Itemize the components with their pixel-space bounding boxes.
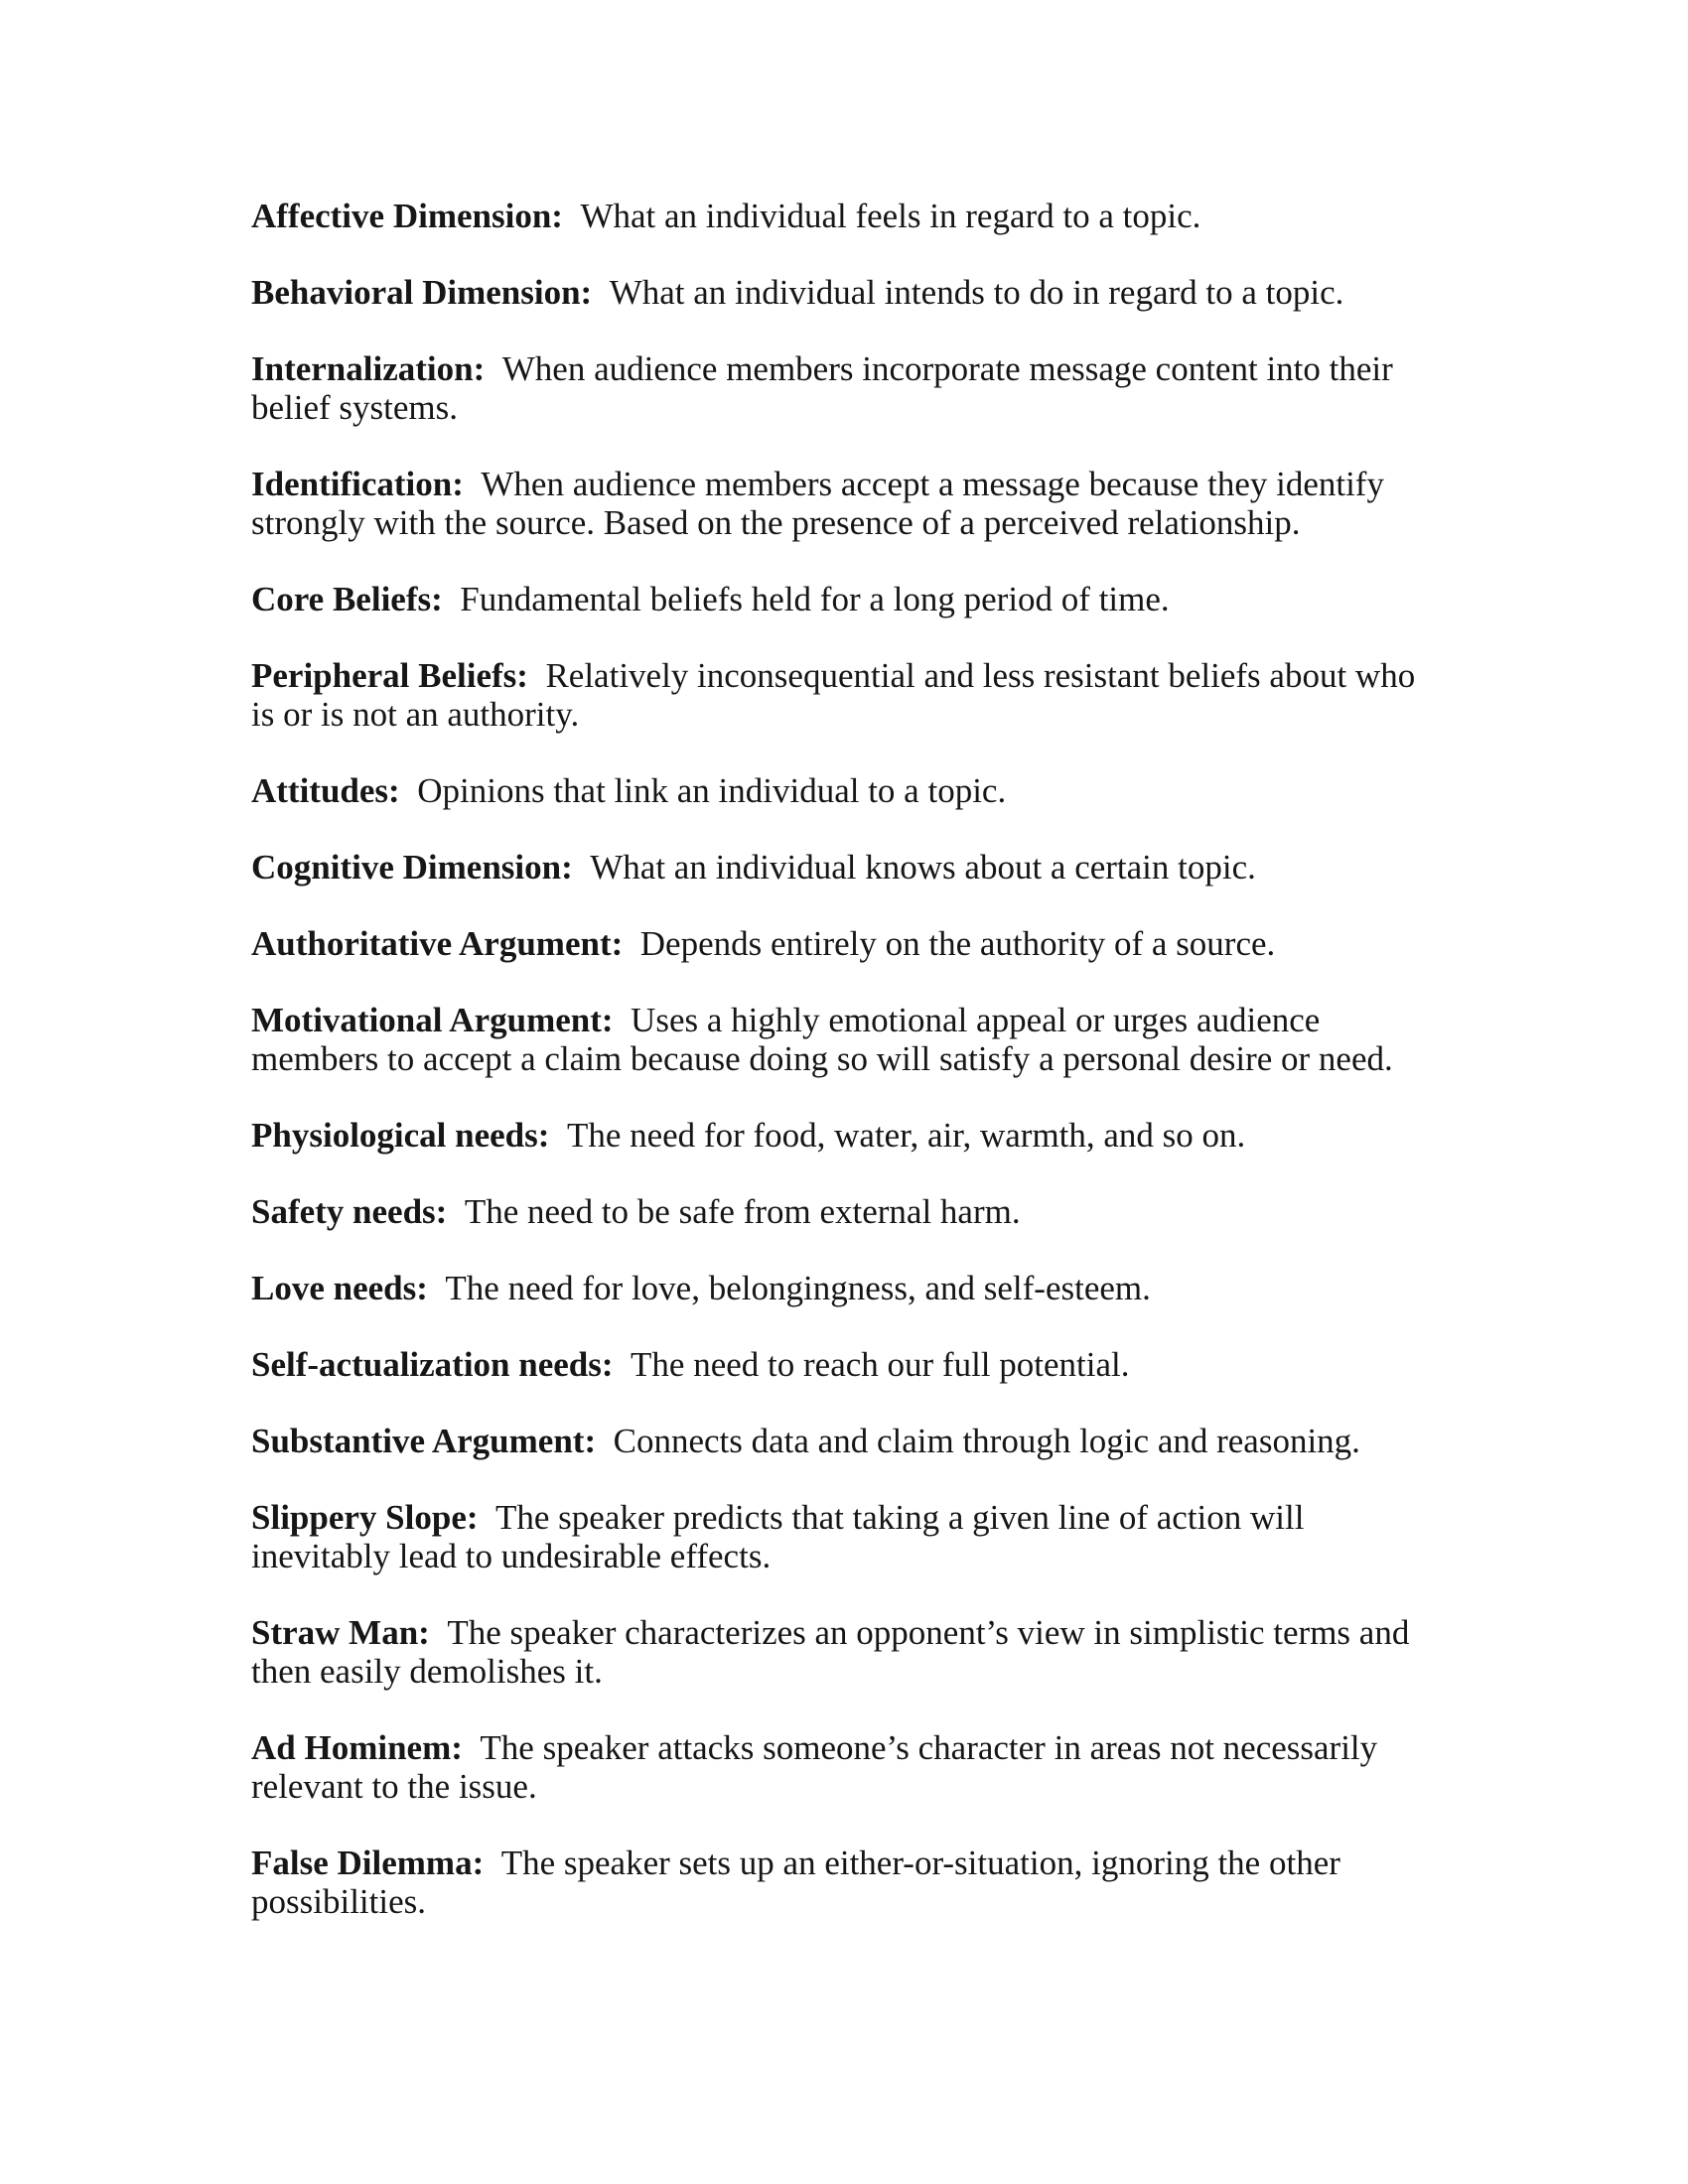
definition-text: The speaker sets up an either-or-situation, ignoring the other possibilities.: [251, 1843, 1340, 1921]
definition-text: Depends entirely on the authority of a source.: [639, 924, 1276, 963]
glossary-entry: [251, 465, 1426, 542]
definition-text: The need for love, belongingness, and self-esteem.: [445, 1269, 1151, 1307]
definition-text: The speaker attacks someone’s character in areas not necessarily relevant to the issue.: [251, 1728, 1378, 1806]
term-label: False Dilemma:: [251, 1843, 485, 1882]
term-label: Substantive Argument:: [251, 1422, 597, 1460]
term-label: Authoritative Argument:: [251, 924, 624, 963]
definition-text: Uses a highly emotional appeal or urges audience members to accept a claim because doing so will satisfy a personal desire or need.: [251, 1001, 1393, 1078]
definition-text: The speaker predicts that taking a given line of action will inevitably lead to undesirable effects.: [251, 1498, 1305, 1575]
definition-text: The need for food, water, air, warmth, and so on.: [566, 1116, 1246, 1155]
glossary-entry: [251, 197, 1426, 235]
glossary-entry: [251, 273, 1426, 312]
glossary-entry: [251, 1345, 1426, 1384]
definition-text: The speaker characterizes an opponent’s view in simplistic terms and then easily demolishes it.: [251, 1613, 1410, 1691]
definition-text: What an individual feels in regard to a topic.: [580, 197, 1201, 235]
definition-text: Fundamental beliefs held for a long period of time.: [460, 580, 1170, 618]
glossary-entry: [251, 656, 1426, 734]
term-label: Ad Hominem:: [251, 1728, 463, 1767]
glossary-entry: [251, 580, 1426, 618]
definition-text: The need to reach our full potential.: [631, 1345, 1130, 1384]
glossary-entry: [251, 771, 1426, 810]
glossary-entry: [251, 924, 1426, 963]
glossary-entry: [251, 1001, 1426, 1078]
glossary-entry: [251, 1269, 1426, 1307]
definition-text: Opinions that link an individual to a topic.: [417, 771, 1007, 810]
glossary-list: [251, 197, 1426, 1921]
glossary-entry: [251, 1116, 1426, 1155]
glossary-entry: [251, 1422, 1426, 1460]
term-label: Cognitive Dimension:: [251, 848, 573, 887]
term-label: Motivational Argument:: [251, 1001, 614, 1039]
term-label: Internalization:: [251, 349, 486, 388]
term-label: Self-actualization needs:: [251, 1345, 614, 1384]
term-label: Love needs:: [251, 1269, 428, 1307]
definition-text: Relatively inconsequential and less resistant beliefs about who is or is not an authority.: [251, 656, 1416, 734]
term-label: Core Beliefs:: [251, 580, 443, 618]
term-label: Attitudes:: [251, 771, 400, 810]
definition-text: What an individual intends to do in regard to a topic.: [609, 273, 1344, 312]
term-label: Identification:: [251, 465, 464, 503]
definition-text: When audience members incorporate message content into their belief systems.: [251, 349, 1393, 427]
glossary-entry: [251, 848, 1426, 887]
definition-text: What an individual knows about a certain topic.: [590, 848, 1256, 887]
term-label: Straw Man:: [251, 1613, 430, 1652]
definition-text: The need to be safe from external harm.: [464, 1192, 1021, 1231]
glossary-entry: [251, 1498, 1426, 1575]
term-label: Behavioral Dimension:: [251, 273, 593, 312]
term-label: Peripheral Beliefs:: [251, 656, 528, 695]
glossary-entry: [251, 1843, 1426, 1921]
term-label: Safety needs:: [251, 1192, 448, 1231]
glossary-entry: [251, 349, 1426, 427]
glossary-entry: [251, 1613, 1426, 1691]
definition-text: When audience members accept a message because they identify strongly with the source. Based on the presence of a perceived relationship.: [251, 465, 1384, 542]
definition-text: Connects data and claim through logic and reasoning.: [613, 1422, 1360, 1460]
glossary-entry: [251, 1728, 1426, 1806]
term-label: Affective Dimension:: [251, 197, 563, 235]
term-label: Slippery Slope:: [251, 1498, 479, 1537]
term-label: Physiological needs:: [251, 1116, 550, 1155]
glossary-entry: [251, 1192, 1426, 1231]
